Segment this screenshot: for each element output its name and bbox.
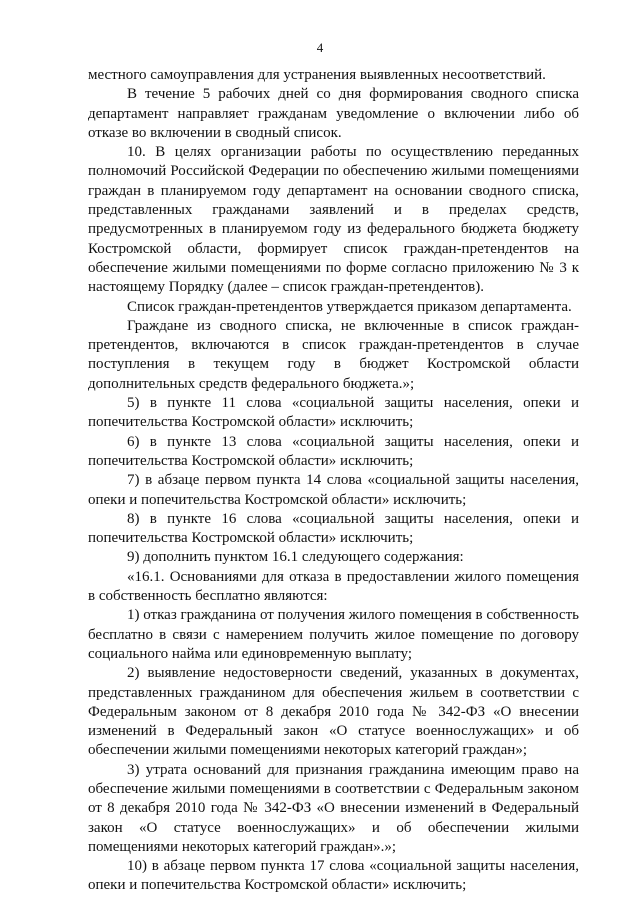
paragraph-amendment-5: 5) в пункте 11 слова «социальной защиты населения, опеки и попечительства Костромской области» исключить; (88, 395, 579, 431)
paragraph-not-included-citizens: Граждане из сводного списка, не включенные в список граждан-претендентов, включаются в список граждан-претендентов в случае поступления в текущем году в бюджет Костромской области дополнительных средств федерального бюджета.»; (88, 317, 579, 392)
paragraph-refusal-ground-1: 1) отказ гражданина от получения жилого помещения в собственность бесплатно в связи с намерением получить жилое помещение по договору социального найма или единовременную выплату; (88, 607, 579, 662)
paragraph-continuation: местного самоуправления для устранения выявленных несоответствий. (88, 67, 546, 83)
paragraph-refusal-ground-2: 2) выявление недостоверности сведений, указанных в документах, представленных гражданином для обеспечения жильем в соответствии с Федеральным законом от 8 декабря 2010 года № 342-ФЗ «О внесении изменений в Федеральный закон «О статусе военнослужащих» и об обеспечении жилыми помещениями некоторых категорий граждан»; (88, 665, 579, 759)
paragraph-amendment-10: 10) в абзаце первом пункта 17 слова «социальной защиты населения, опеки и попечительства Костромской области» исключить; (88, 858, 579, 894)
document-body (88, 66, 579, 896)
paragraph-item-10: 10. В целях организации работы по осуществлению переданных полномочий Российской Федерации по обеспечению жилыми помещениями граждан в планируемом году департамент на основании сводного списка, представленных гражданами заявлений и в пределах средств, предусмотренных в планируемом году из федерального бюджета бюджету Костромской области, формирует список граждан-претендентов на обеспечение жилыми помещениями по форме согласно приложению № 3 к настоящему Порядку (далее – список граждан-претендентов). (88, 144, 579, 296)
paragraph-item-16-1: «16.1. Основаниями для отказа в предоставлении жилого помещения в собственность бесплатно являются: (88, 568, 579, 605)
paragraph-amendment-6: 6) в пункте 13 слова «социальной защиты населения, опеки и попечительства Костромской области» исключить; (88, 433, 579, 469)
paragraph-amendment-8: 8) в пункте 16 слова «социальной защиты населения, опеки и попечительства Костромской области» исключить; (88, 510, 579, 547)
paragraph-notification-deadline: В течение 5 рабочих дней со дня формирования сводного списка департамент направляет гражданам уведомление о включении либо об отказе во включении в сводный список. (88, 86, 579, 141)
paragraph-list-approval: Список граждан-претендентов утверждается приказом департамента. (127, 298, 572, 315)
page-number: 4 (316, 40, 324, 55)
paragraph-amendment-9: 9) дополнить пунктом 16.1 следующего содержания: (127, 549, 464, 566)
paragraph-refusal-ground-3: 3) утрата оснований для признания гражданина имеющим право на обеспечение жилыми помещениями в соответствии с Федеральным законом от 8 декабря 2010 года № 342-ФЗ «О внесении изменений в Федеральный закон «О статусе военнослужащих» и об обеспечении жилыми помещениями некоторых категорий граждан».»; (88, 761, 579, 855)
paragraph-amendment-7: 7) в абзаце первом пункта 14 слова «социальной защиты населения, опеки и попечительства Костромской области» исключить; (88, 472, 579, 508)
